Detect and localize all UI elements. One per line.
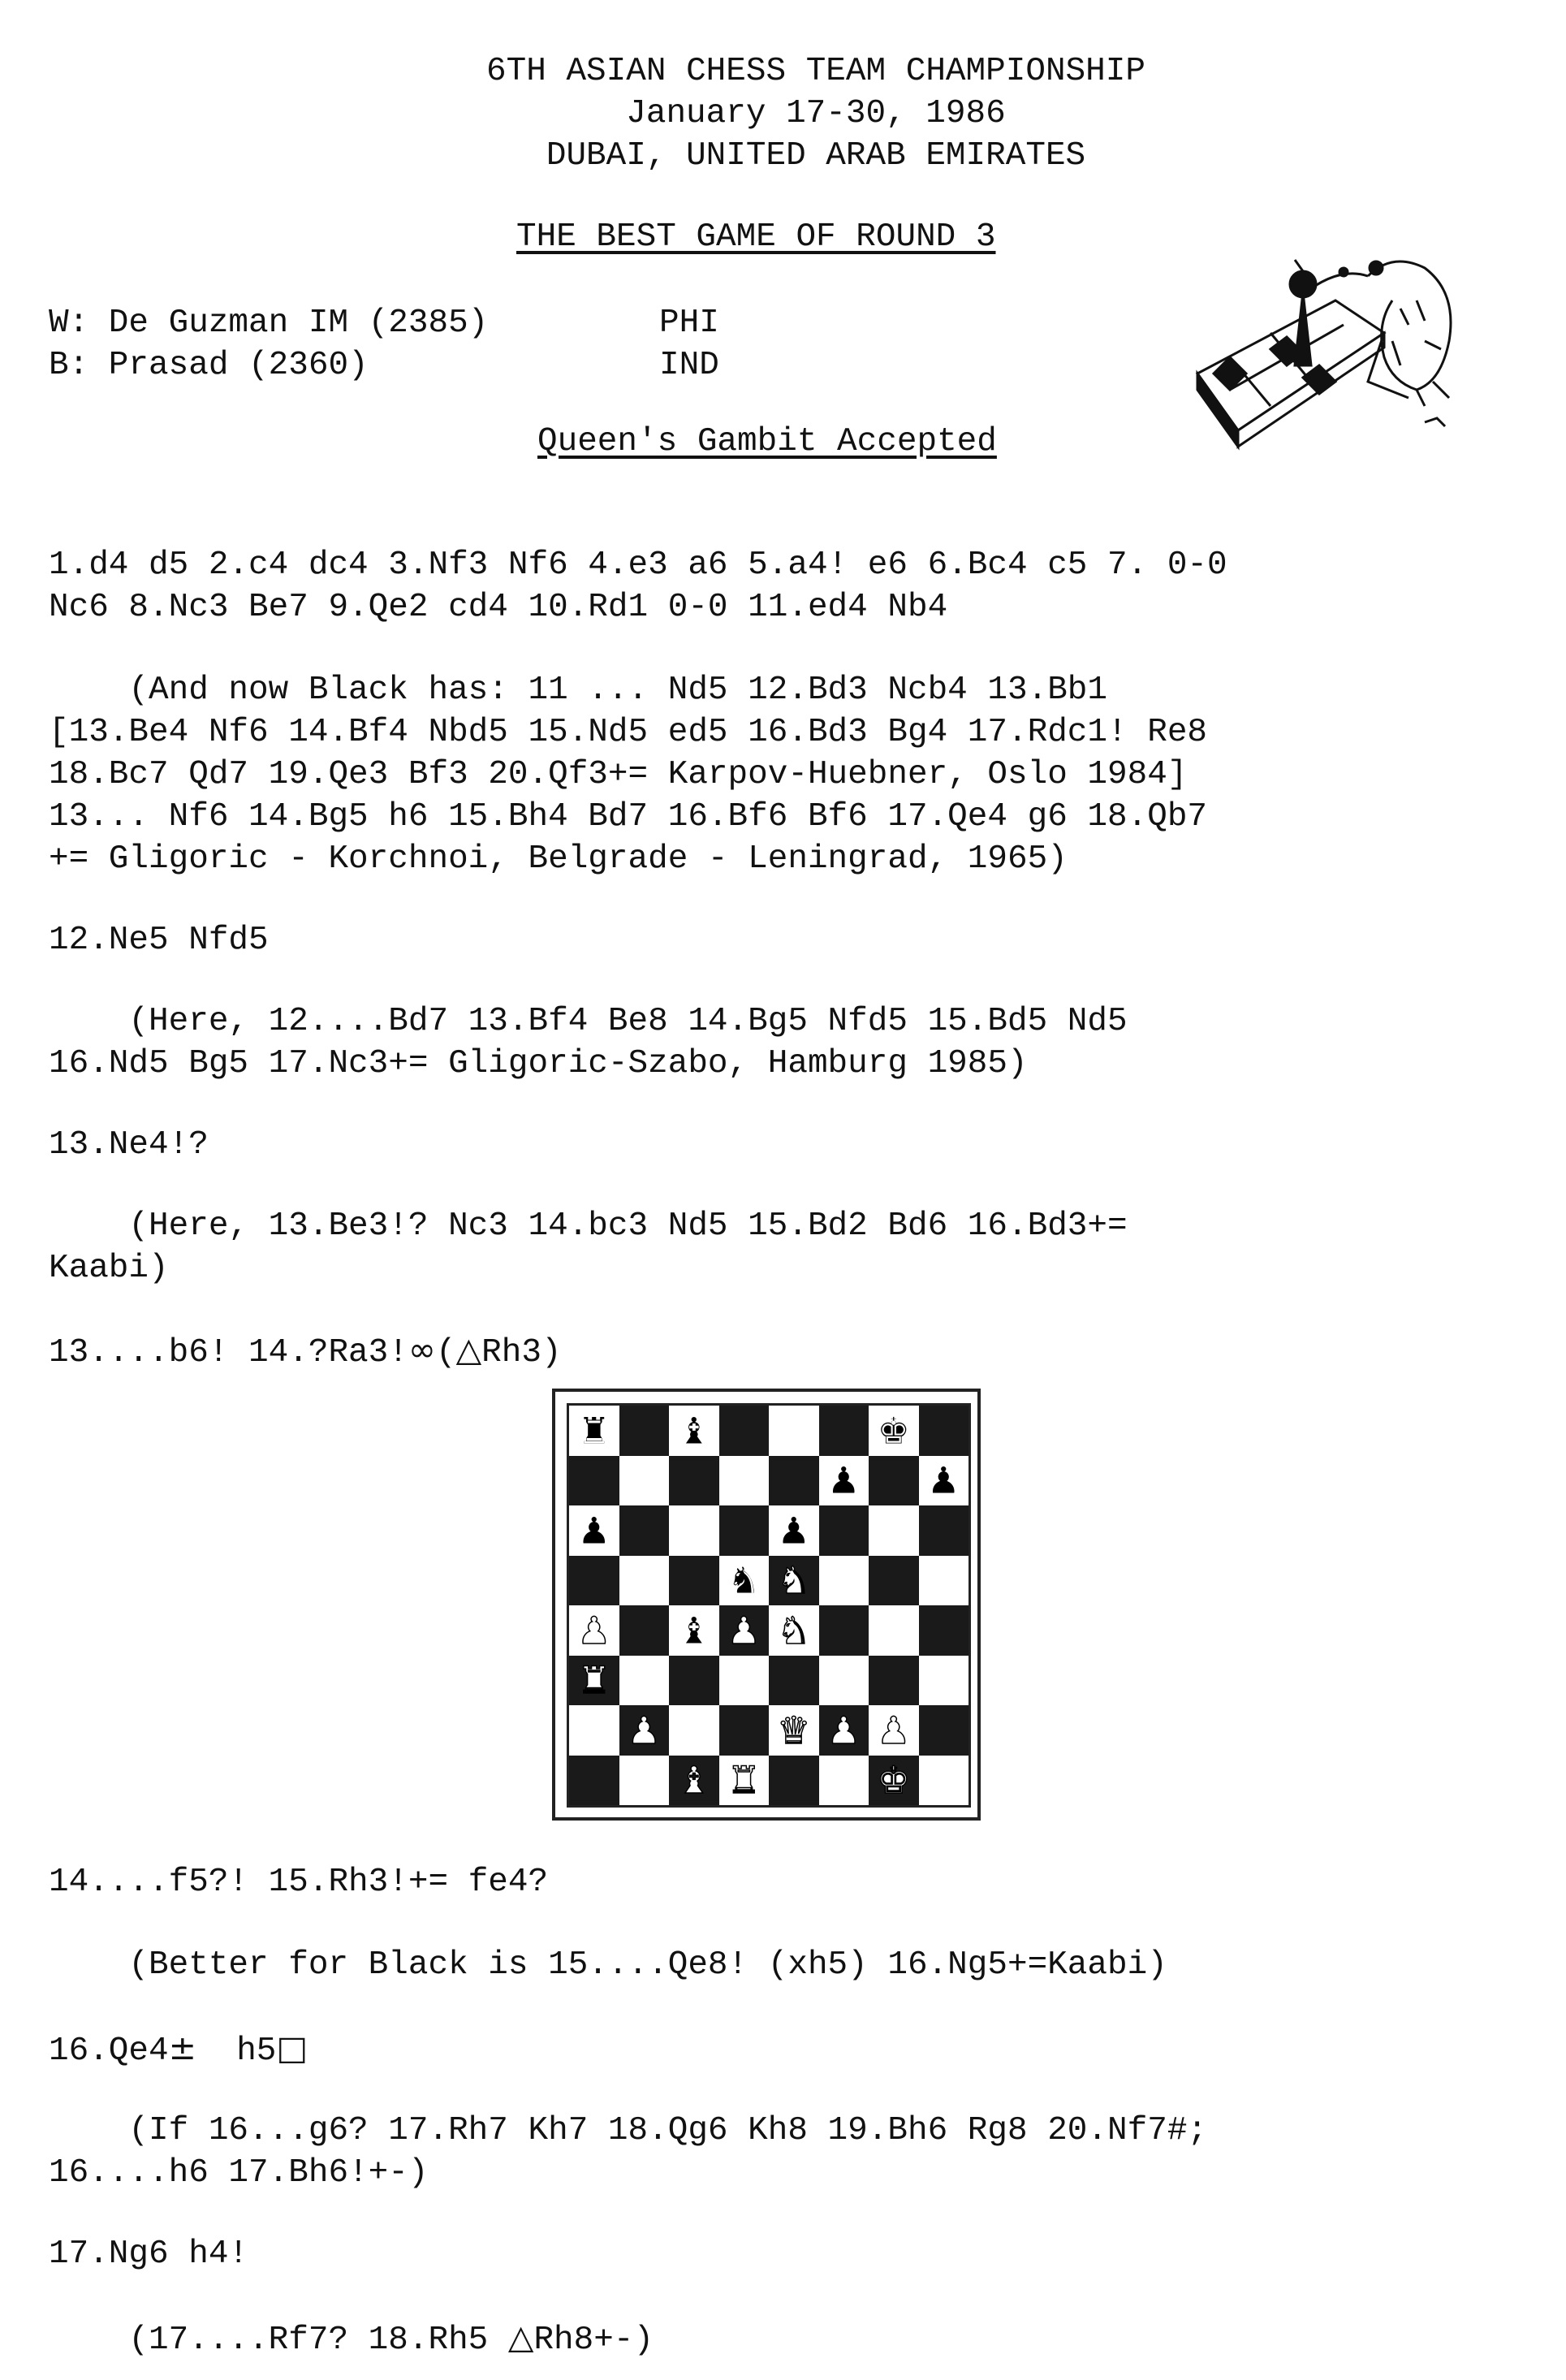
board-square — [569, 1705, 619, 1756]
board-square — [669, 1656, 719, 1706]
white-player: W: De Guzman IM (2385) — [49, 305, 489, 342]
white-pawn-icon: ♟ — [627, 1708, 661, 1752]
white-rook-icon: ♜ — [577, 1658, 611, 1703]
white-pawn-icon: ♟ — [727, 1608, 761, 1652]
annotation-line: (And now Black has: 11 ... Nd5 12.Bd3 Ncb4 13.Bb1 — [49, 672, 1108, 709]
chess-cartoon-illustration — [1181, 244, 1482, 479]
board-square — [619, 1656, 670, 1706]
board-square — [719, 1705, 770, 1756]
board-square — [769, 1656, 819, 1706]
annotation-line: 16....h6 17.Bh6!+-) — [49, 2154, 429, 2192]
white-knight-icon: ♞ — [777, 1558, 811, 1603]
black-knight-icon: ♞ — [727, 1558, 761, 1603]
board-square — [619, 1406, 670, 1456]
board-square — [819, 1656, 869, 1706]
board-square — [919, 1756, 969, 1806]
advantage-symbol: ± — [168, 2028, 196, 2067]
board-square — [719, 1656, 770, 1706]
board-square — [569, 1456, 619, 1506]
unclear-symbol: ∞ — [408, 1330, 437, 1369]
annotation-line: (17....Rf7? 18.Rh5 △Rh8+-) — [49, 2317, 654, 2359]
event-location: DUBAI, UNITED ARAB EMIRATES — [546, 137, 1086, 175]
board-square — [869, 1456, 919, 1506]
idea-triangle-icon: △ — [507, 2317, 534, 2356]
black-pawn-icon: ♟ — [826, 1458, 861, 1503]
board-square — [669, 1556, 719, 1606]
black-pawn-icon: ♟ — [577, 1508, 611, 1553]
white-pawn-icon: ♟ — [877, 1708, 911, 1752]
annotation-line: (Here, 13.Be3!? Nc3 14.bc3 Nd5 15.Bd2 Bd6 16.Bd3+= — [49, 1207, 1128, 1245]
board-square — [619, 1756, 670, 1806]
board-square — [819, 1505, 869, 1556]
board-square — [919, 1656, 969, 1706]
white-king-icon: ♚ — [877, 1758, 911, 1803]
board-square — [569, 1756, 619, 1806]
board-square — [719, 1505, 770, 1556]
board-square — [819, 1756, 869, 1806]
idea-triangle-icon: △ — [455, 1330, 482, 1369]
board-square — [719, 1456, 770, 1506]
white-knight-icon: ♞ — [777, 1608, 811, 1652]
move-line: 13.Ne4!? — [49, 1126, 209, 1164]
board-square — [619, 1456, 670, 1506]
white-queen-icon: ♛ — [777, 1708, 811, 1752]
board-square — [769, 1406, 819, 1456]
black-king-icon: ♚ — [877, 1408, 911, 1453]
black-bishop-icon: ♝ — [677, 1608, 711, 1652]
black-pawn-icon: ♟ — [926, 1458, 960, 1503]
event-title: 6TH ASIAN CHESS TEAM CHAMPIONSHIP — [486, 53, 1145, 90]
board-square — [669, 1505, 719, 1556]
board-square — [669, 1705, 719, 1756]
annotation-line: (Here, 12....Bd7 13.Bf4 Be8 14.Bg5 Nfd5 15.Bd5 Nd5 — [49, 1003, 1128, 1040]
white-rook-icon: ♜ — [727, 1758, 761, 1803]
event-dates: January 17-30, 1986 — [626, 95, 1006, 132]
annotation-line: (If 16...g6? 17.Rh7 Kh7 18.Qg6 Kh8 19.Bh6 Rg8 20.Nf7#; — [49, 2112, 1208, 2149]
board-square — [769, 1756, 819, 1806]
move-line: 13....b6! 14.?Ra3!∞(△Rh3) — [49, 1330, 562, 1371]
white-pawn-icon: ♟ — [826, 1708, 861, 1752]
board-square — [869, 1656, 919, 1706]
black-country: IND — [659, 347, 719, 384]
annotation-line: Kaabi) — [49, 1250, 169, 1287]
black-player: B: Prasad (2360) — [49, 347, 369, 384]
annotation-line: 16.Nd5 Bg5 17.Nc3+= Gligoric-Szabo, Hamburg 1985) — [49, 1045, 1028, 1082]
chess-diagram — [552, 1389, 981, 1821]
board-square — [919, 1556, 969, 1606]
white-bishop-icon: ♝ — [677, 1758, 711, 1803]
opening-name: Queen's Gambit Accepted — [537, 423, 997, 460]
only-move-square-icon: □ — [276, 2028, 308, 2067]
board-square — [619, 1605, 670, 1656]
board-square — [919, 1505, 969, 1556]
white-country: PHI — [659, 305, 719, 342]
move-line: 14....f5?! 15.Rh3!+= fe4? — [49, 1864, 549, 1901]
board-square — [719, 1406, 770, 1456]
board-square — [569, 1556, 619, 1606]
annotation-line: 18.Bc7 Qd7 19.Qe3 Bf3 20.Qf3+= Karpov-Huebner, Oslo 1984] — [49, 756, 1188, 793]
board-square — [919, 1705, 969, 1756]
white-pawn-icon: ♟ — [577, 1608, 611, 1652]
board-square — [919, 1605, 969, 1656]
page-subtitle: THE BEST GAME OF ROUND 3 — [516, 218, 996, 256]
annotation-line: += Gligoric - Korchnoi, Belgrade - Leningrad, 1965) — [49, 840, 1068, 878]
annotation-line: [13.Be4 Nf6 14.Bf4 Nbd5 15.Nd5 ed5 16.Bd3 Bg4 17.Rdc1! Re8 — [49, 714, 1208, 751]
black-pawn-icon: ♟ — [777, 1508, 811, 1553]
board-square — [819, 1556, 869, 1606]
move-line: 12.Ne5 Nfd5 — [49, 922, 269, 959]
moves-line-2: Nc6 8.Nc3 Be7 9.Qe2 cd4 10.Rd1 0-0 11.ed4 Nb4 — [49, 589, 948, 626]
black-rook-icon: ♜ — [577, 1408, 611, 1453]
board-square — [619, 1505, 670, 1556]
board-square — [619, 1556, 670, 1606]
chess-board — [567, 1403, 971, 1808]
board-square — [769, 1456, 819, 1506]
move-line: 16.Qe4± h5□ — [49, 2028, 308, 2070]
board-square — [869, 1605, 919, 1656]
board-square — [819, 1406, 869, 1456]
black-bishop-icon: ♝ — [677, 1408, 711, 1453]
annotation-line: (Better for Black is 15....Qe8! (xh5) 16.Ng5+=Kaabi) — [49, 1946, 1167, 1984]
board-square — [869, 1556, 919, 1606]
moves-line-1: 1.d4 d5 2.c4 dc4 3.Nf3 Nf6 4.e3 a6 5.a4! e6 6.Bc4 c5 7. 0-0 — [49, 546, 1227, 584]
board-square — [869, 1505, 919, 1556]
board-square — [919, 1406, 969, 1456]
board-square — [819, 1605, 869, 1656]
move-line: 17.Ng6 h4! — [49, 2235, 249, 2273]
board-square — [669, 1456, 719, 1506]
annotation-line: 13... Nf6 14.Bg5 h6 15.Bh4 Bd7 16.Bf6 Bf6 17.Qe4 g6 18.Qb7 — [49, 798, 1208, 836]
